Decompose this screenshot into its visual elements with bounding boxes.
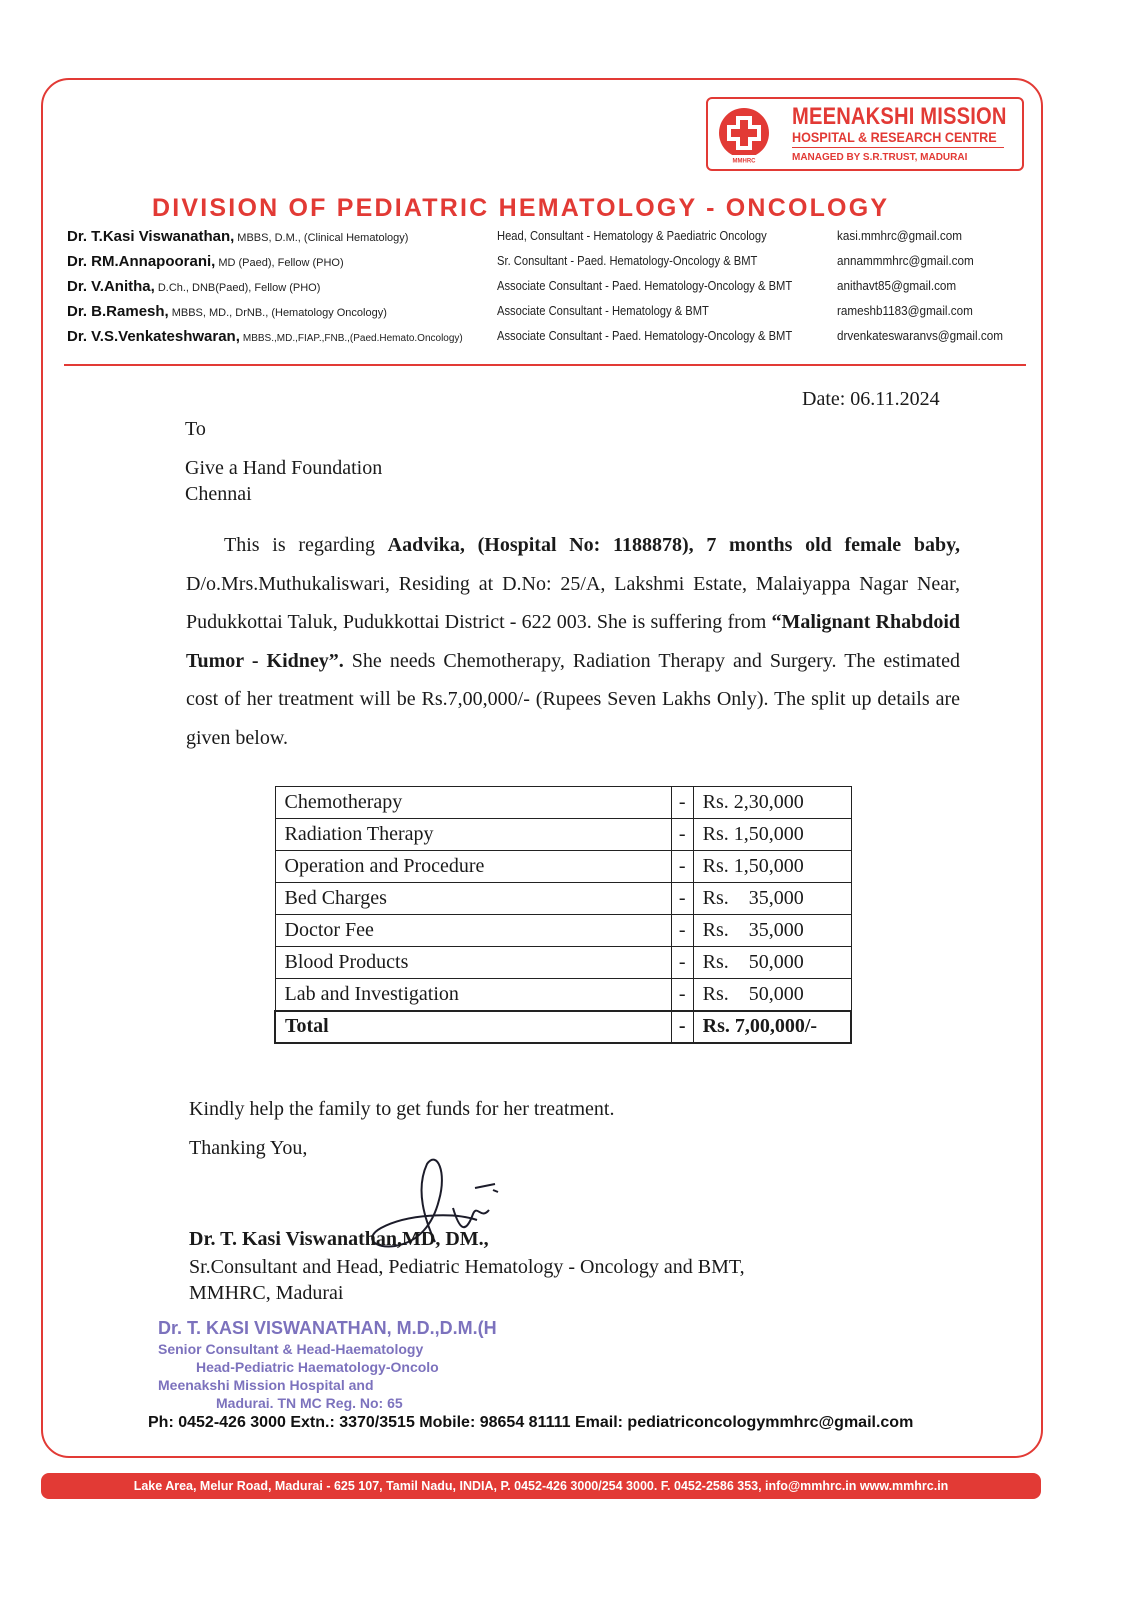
signatory-role-line: Sr.Consultant and Head, Pediatric Hematology - Oncology and BMT, xyxy=(189,1256,745,1278)
doctor-stamp xyxy=(158,1318,497,1411)
cost-amount: Rs. 1,50,000 xyxy=(693,819,851,851)
stamp-line: Head-Pediatric Haematology-Oncolo xyxy=(196,1359,439,1375)
doctor-email: rameshb1183@gmail.com xyxy=(837,303,973,318)
cost-item: Bed Charges xyxy=(275,883,671,915)
doctor-qualification: D.Ch., DNB(Paed), Fellow (PHO) xyxy=(157,282,321,294)
cost-breakdown-table xyxy=(274,786,852,1044)
stamp-line: Meenakshi Mission Hospital and xyxy=(158,1377,374,1393)
doctor-row xyxy=(67,251,1037,276)
doctor-row xyxy=(67,276,1037,301)
division-title: DIVISION OF PEDIATRIC HEMATOLOGY - ONCOLOGY xyxy=(152,194,890,222)
recipient-line: Give a Hand Foundation xyxy=(185,457,383,479)
cost-separator: - xyxy=(671,819,693,851)
doctor-email: anithavt85@gmail.com xyxy=(837,278,957,293)
doctor-role: Sr. Consultant - Paed. Hematology-Oncology & BMT xyxy=(497,253,758,268)
cost-separator: - xyxy=(671,915,693,947)
cost-amount: Rs. 50,000 xyxy=(693,947,851,979)
cost-item: Chemotherapy xyxy=(275,787,671,819)
doctor-qualification: MBBS, MD., DrNB., (Hematology Oncology) xyxy=(171,307,387,319)
letter-body xyxy=(186,526,960,757)
body-text: She needs Chemotherapy, Radiation Therapy and Surgery. The estimated cost of her treatment will be Rs.7,00,000/- (Rupees Seven Lakhs Only). The split up details are given below. xyxy=(186,649,960,749)
body-text: D/o.Mrs.Muthukaliswari, Residing at D.No: 25/A, Lakshmi Estate, Malaiyappa Nagar Near, Pudukkottai Taluk, Pudukkottai District - 622 003. She is suffering from xyxy=(186,572,960,633)
doctor-name: Dr. RM.Annapoorani, xyxy=(67,253,216,270)
doctor-name: Dr. V.S.Venkateshwaran, xyxy=(67,328,240,345)
cost-amount: Rs. 35,000 xyxy=(693,915,851,947)
contact-line: Ph: 0452-426 3000 Extn.: 3370/3515 Mobile: 98654 81111 Email: pediatriconcologymmhrc@gmail.com xyxy=(148,1414,914,1431)
doctor-row xyxy=(67,326,1037,351)
total-amount: Rs. 7,00,000/- xyxy=(693,1011,851,1043)
patient-details: Aadvika, (Hospital No: 1188878), 7 months old female baby, xyxy=(387,534,960,556)
logo-abbrev: MMHRC xyxy=(732,158,756,165)
doctor-row xyxy=(67,301,1037,326)
cost-separator: - xyxy=(671,979,693,1011)
doctor-email: annammmhrc@gmail.com xyxy=(837,253,974,268)
doctor-role: Head, Consultant - Hematology & Paediatric Oncology xyxy=(497,228,767,243)
table-row xyxy=(275,819,851,851)
salutation-to: To xyxy=(185,418,206,440)
hospital-subtitle: HOSPITAL & RESEARCH CENTRE xyxy=(792,129,997,145)
recipient-line: Chennai xyxy=(185,483,252,505)
cross-logo-icon xyxy=(714,105,774,165)
doctor-email: drvenkateswaranvs@gmail.com xyxy=(837,328,1003,343)
doctor-role: Associate Consultant - Paed. Hematology-Oncology & BMT xyxy=(497,278,793,293)
cost-item: Radiation Therapy xyxy=(275,819,671,851)
cost-amount: Rs. 35,000 xyxy=(693,883,851,915)
cost-separator: - xyxy=(671,787,693,819)
hospital-logo xyxy=(706,97,1024,171)
doctor-row xyxy=(67,226,1037,251)
stamp-line: Senior Consultant & Head-Haematology xyxy=(158,1341,424,1357)
cost-separator: - xyxy=(671,947,693,979)
closing-thanks: Thanking You, xyxy=(189,1137,308,1159)
closing-request: Kindly help the family to get funds for her treatment. xyxy=(189,1098,615,1120)
table-total-row xyxy=(275,1011,851,1043)
doctor-name: Dr. V.Anitha, xyxy=(67,278,155,295)
footer-address-bar: Lake Area, Melur Road, Madurai - 625 107, Tamil Nadu, INDIA, P. 0452-426 3000/254 3000. F. 0452-2586 353, info@mmhrc.in www.mmhrc.in xyxy=(41,1473,1041,1499)
body-text: This is regarding xyxy=(224,534,388,556)
stamp-line: Madurai. TN MC Reg. No: 65 xyxy=(216,1395,403,1411)
cost-separator: - xyxy=(671,883,693,915)
doctor-role: Associate Consultant - Hematology & BMT xyxy=(497,303,709,318)
doctor-role: Associate Consultant - Paed. Hematology-Oncology & BMT xyxy=(497,328,793,343)
table-row xyxy=(275,915,851,947)
hospital-name: MEENAKSHI MISSION xyxy=(792,103,1007,130)
cost-item: Blood Products xyxy=(275,947,671,979)
cost-item: Doctor Fee xyxy=(275,915,671,947)
table-row xyxy=(275,851,851,883)
total-label: Total xyxy=(275,1011,671,1043)
doctor-name: Dr. T.Kasi Viswanathan, xyxy=(67,228,235,245)
cost-item: Lab and Investigation xyxy=(275,979,671,1011)
logo-divider xyxy=(792,147,1004,148)
table-row xyxy=(275,787,851,819)
doctor-list xyxy=(67,226,1037,351)
cost-amount: Rs. 1,50,000 xyxy=(693,851,851,883)
signatory-role-line: MMHRC, Madurai xyxy=(189,1282,344,1304)
managed-by: MANAGED BY S.R.TRUST, MADURAI xyxy=(792,152,968,163)
cost-amount: Rs. 50,000 xyxy=(693,979,851,1011)
doctor-qualification: MBBS.,MD.,FIAP.,FNB.,(Paed.Hemato.Oncology) xyxy=(242,333,463,344)
cost-separator: - xyxy=(671,851,693,883)
table-row xyxy=(275,947,851,979)
cost-item: Operation and Procedure xyxy=(275,851,671,883)
cost-amount: Rs. 2,30,000 xyxy=(693,787,851,819)
header-divider xyxy=(64,364,1026,366)
table-row xyxy=(275,979,851,1011)
cost-separator: - xyxy=(671,1011,693,1043)
doctor-name: Dr. B.Ramesh, xyxy=(67,303,169,320)
doctor-qualification: MBBS, D.M., (Clinical Hematology) xyxy=(237,232,409,244)
table-row xyxy=(275,883,851,915)
diagnosis: “Malignant Rhabdoid Tumor - Kidney”. xyxy=(186,611,960,672)
recipient-address xyxy=(185,455,382,507)
signatory-designation xyxy=(189,1254,745,1306)
signatory-name: Dr. T. Kasi Viswanathan,MD, DM., xyxy=(189,1228,489,1250)
doctor-qualification: MD (Paed), Fellow (PHO) xyxy=(218,257,344,269)
letter-date: Date: 06.11.2024 xyxy=(802,388,940,410)
doctor-email: kasi.mmhrc@gmail.com xyxy=(837,228,963,243)
stamp-line: Dr. T. KASI VISWANATHAN, M.D.,D.M.(H xyxy=(158,1318,497,1338)
